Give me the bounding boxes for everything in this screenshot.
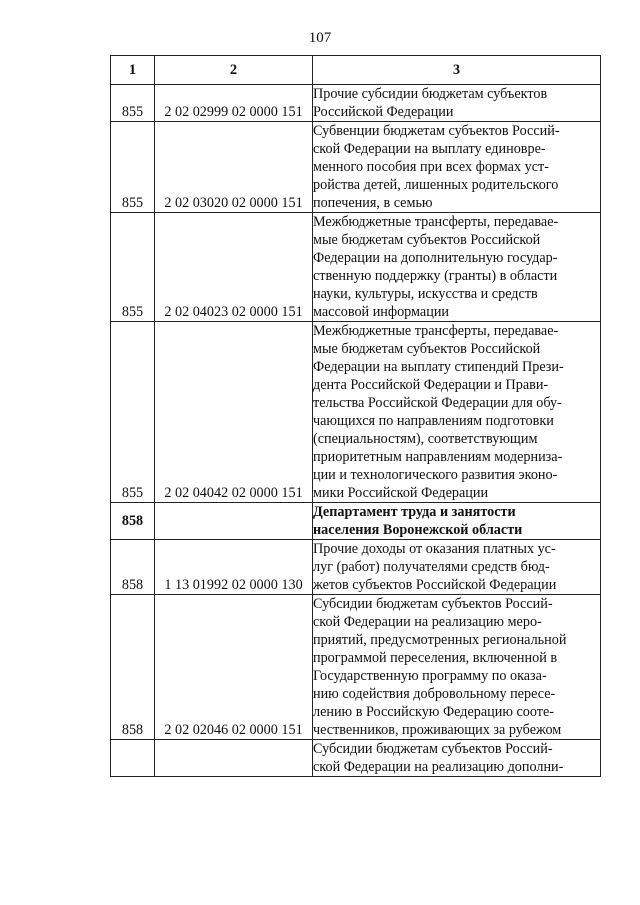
kbk-code-cell: 2 02 02999 02 0000 151 — [155, 85, 313, 122]
description-cell: Межбюджетные трансферты, передавае- мые бюджетам субъектов Российской Федерации на выплату стипендий Прези- дента Российской Федерации и Прави- тельства Российской Федерации для обу- чающихся по направлениям подготовки (специальностям), соответствующим приоритетным направлениям модерниза- ции и технологического развития эконо- мики Российской Федерации — [313, 322, 601, 503]
table-row — [111, 740, 601, 777]
description-cell: Субсидии бюджетам субъектов Россий- ской Федерации на реализацию дополни- — [313, 740, 601, 777]
kbk-code-cell: 1 13 01992 02 0000 130 — [155, 540, 313, 595]
table-row — [111, 322, 601, 503]
description-cell: Субсидии бюджетам субъектов Россий- ской Федерации на реализацию меро- приятий, предусмотренных региональной программой переселения, включенной в Государственную программу по оказа- нию содействия добровольному пересе- лению в Российскую Федерацию сооте- чественников, проживающих за рубежом — [313, 595, 601, 740]
admin-code-cell: 855 — [111, 85, 155, 122]
admin-code-cell: 855 — [111, 213, 155, 322]
column-header-3: 3 — [313, 56, 601, 85]
table-row — [111, 540, 601, 595]
table-row — [111, 85, 601, 122]
department-code-cell: 858 — [111, 503, 155, 540]
page-number: 107 — [308, 30, 332, 46]
admin-code-cell: 855 — [111, 322, 155, 503]
kbk-code-cell: 2 02 04023 02 0000 151 — [155, 213, 313, 322]
description-cell: Межбюджетные трансферты, передавае- мые бюджетам субъектов Российской Федерации на дополнительную государ- ственную поддержку (гранты) в области науки, культуры, искусства и средств массовой информации — [313, 213, 601, 322]
kbk-code-cell: 2 02 03020 02 0000 151 — [155, 122, 313, 213]
column-header-2: 2 — [155, 56, 313, 85]
kbk-code-cell — [155, 503, 313, 540]
table-row — [111, 213, 601, 322]
table-header-row — [111, 56, 601, 85]
admin-code-cell: 858 — [111, 540, 155, 595]
budget-classification-table — [110, 55, 601, 777]
admin-code-cell — [111, 740, 155, 777]
department-row — [111, 503, 601, 540]
kbk-code-cell — [155, 740, 313, 777]
column-header-1: 1 — [111, 56, 155, 85]
admin-code-cell: 858 — [111, 595, 155, 740]
admin-code-cell: 855 — [111, 122, 155, 213]
table-row — [111, 595, 601, 740]
kbk-code-cell: 2 02 04042 02 0000 151 — [155, 322, 313, 503]
description-cell: Прочие доходы от оказания платных ус- луг (работ) получателями средств бюд- жетов субъектов Российской Федерации — [313, 540, 601, 595]
department-name-cell: Департамент труда и занятости населения Воронежской области — [313, 503, 601, 540]
description-cell: Прочие субсидии бюджетам субъектов Российской Федерации — [313, 85, 601, 122]
description-cell: Субвенции бюджетам субъектов Россий- ской Федерации на выплату единовре- менного пособия при всех формах уст- ройства детей, лишенных родительского попечения, в семью — [313, 122, 601, 213]
kbk-code-cell: 2 02 02046 02 0000 151 — [155, 595, 313, 740]
table-row — [111, 122, 601, 213]
